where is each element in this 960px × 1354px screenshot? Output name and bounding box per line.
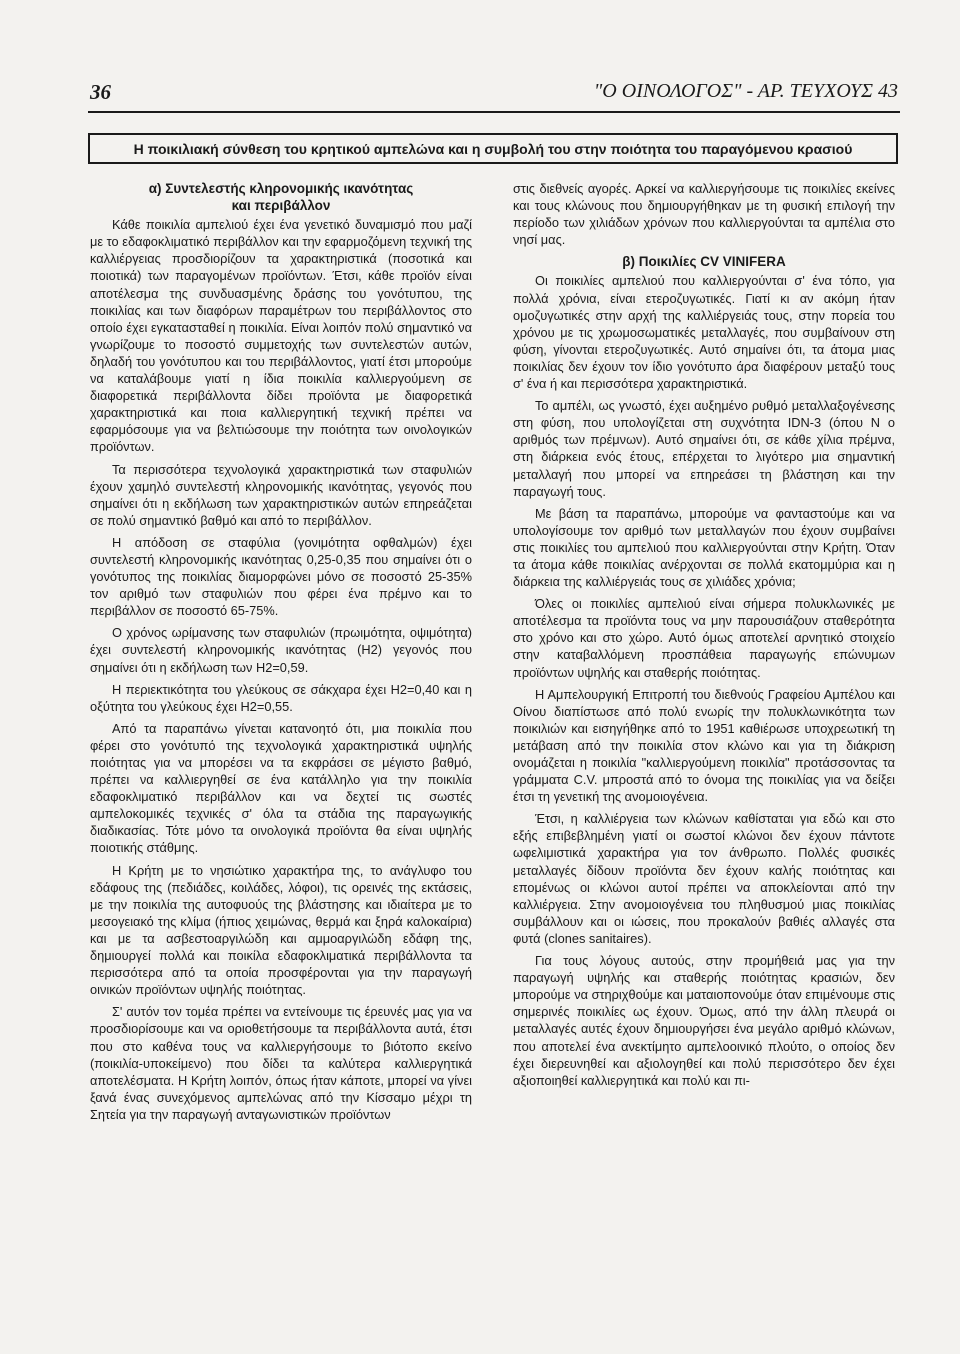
paragraph: Για τους λόγους αυτούς, στην προμήθειά μας για την παραγωγή υψηλής και σταθερής ποιότητας κρασιών, δεν μπορούμε να στηριχθούμε και ματαιοπονούμε όταν επιμένουμε στις σημερινές ποικιλίες ως έχουν. Όμως, από την άλλη πλευρά οι μεταλλαγές αυτές έχουν δημιουργήσει ένα μεγάλο αριθμό κλώνων, που αποτελεί ένα ανεκτίμητο αμπελοοινικό πλούτο, ο οποίος δεν έχει διερευνηθεί και αξιολογηθεί και πολύ περισσότερο δεν έχει αξιοποιηθεί καλλιεργητικά και πολύ και πι- — [513, 953, 895, 1088]
paragraph: Σ' αυτόν τον τομέα πρέπει να εντείνουμε τις έρευνές μας για να προσδιορίσουμε και να οριοθετήσουμε τα περιβάλλοντα αυτά, έτσι που στο καθένα τους να καλλιεργήσουμε το βιότοπο εκείνο (ποικιλία-υποκείμενο) που δίδει τα καλύτερα καλλιεργητικά αποτελέσματα. Η Κρήτη λοιπόν, όπως ήταν κάποτε, μπορεί να γίνει ξανά ένας συνεχόμενος αμπελώνας από την Κίσσαμο μέχρι τη Σητεία για την παραγωγή ανταγωνιστικών προϊόντων — [90, 1004, 472, 1122]
article-title-banner — [88, 133, 898, 164]
section-a-heading-line2: και περιβάλλον — [231, 198, 331, 214]
paragraph: Η Αμπελουργική Επιτροπή του διεθνούς Γραφείου Αμπέλου και Οίνου διαπίστωσε από πολύ ενωρίς την πολυκλωνικότητα των ποικιλιών και εισηγήθηκε από το 1951 καθιέρωσε υποχρεωτική τη μετάβαση από την ποικιλία στον κλώνο και για τη διάκριση ονομάζεται η ποικιλία "καλλιεργούμενη ποικιλία" προτάσσοντας τα γράμματα C.V. μπροστά από το όνομα της ποικιλίας για να δείξει έτσι τη γενετική της ανομοιογένεια. — [513, 686, 895, 805]
section-a-heading — [90, 180, 472, 214]
paragraph: Ο χρόνος ωρίμανσης των σταφυλιών (πρωιμότητα, οψιμότητα) έχει συντελεστή κληρονομικής ικανότητας (Η2) γεγονός που σημαίνει ότι η εκδήλωση των H2=0,59. — [90, 625, 472, 675]
paragraph: Τα περισσότερα τεχνολογικά χαρακτηριστικά των σταφυλιών έχουν χαμηλό συντελεστή κληρονομικής ικανότητας, γεγονός που σημαίνει ότι η εκδήλωση των χαρακτηριστικών αυτών επηρεάζεται σε πολύ σημαντικό βαθμό και από το περιβάλλον. — [90, 461, 472, 528]
page-number: 36 — [90, 80, 111, 104]
paragraph: Από τα παραπάνω γίνεται κατανοητό ότι, μια ποικιλία που φέρει στο γονότυπό της τεχνολογικά χαρακτηριστικά υψηλής ποιότητας για να μπορέσει να τα εκφράσει σε μέγιστο βαθμό, πρέπει να καλλιεργηθεί σε ένα κατάλληλο για την ποικιλία εδαφοκλιματικό περιβάλλον και να δεχτεί τις σωστές αμπελοκομικές τεχνικές σ' όλα τα στάδια της παραγωγικής διαδικασίας. Τότε μόνο τα οινολογικά προϊόντα θα είναι υψηλής ποιοτικής στάθμης. — [90, 720, 472, 856]
paragraph: Όλες οι ποικιλίες αμπελιού είναι σήμερα πολυκλωνικές με αποτέλεσμα τα προϊόντα τους να μην παρουσιάζουν σταθερότητα στο χρόνο και στο χώρο. Αυτό όμως αποτελεί αρνητικό στοιχείο στην καταβαλλόμενη προσπάθεια παραγωγής επώνυμων προϊόντων υψηλής και σταθερής ποιότητας. — [513, 596, 895, 680]
paragraph: Η περιεκτικότητα του γλεύκους σε σάκχαρα έχει H2=0,40 και η οξύτητα του γλεύκους έχει H2=0,55. — [90, 681, 472, 714]
paragraph: Η Κρήτη με το νησιώτικο χαρακτήρα της, το ανάγλυφο του εδάφους της (πεδιάδες, κοιλάδες, λόφοι), τις ορεινές της εκτάσεις, με την ποικιλία της αυτοφυούς της βλάστησης και ιδιαίτερα με το μεσογειακό της κλίμα (ήπιος χειμώνας, θερμά και ξηρά καλοκαίρια) και με τα ασβεστοαργιλώδη και αμμοαργιλώδη εδάφη της, δημιουργεί πολλά και ποικίλα εδαφοκλιματικά περιβάλλοντα τα περισσότερα από τα οποία προσφέρονται για την παραγωγή οινικών προϊόντων υψηλής ποιότητας. — [90, 862, 472, 998]
left-column — [90, 180, 472, 1128]
header-rule — [88, 111, 900, 113]
right-column — [513, 180, 895, 1094]
running-header-title: "Ο ΟΙΝΟΛΟΓΟΣ" - ΑΡ. ΤΕΥΧΟΥΣ 43 — [593, 80, 898, 102]
paragraph: Με βάση τα παραπάνω, μπορούμε να φανταστούμε και να υπολογίσουμε τον αριθμό των μεταλλαγών που έχουν συμβαίνει στις ποικιλίες του αμπελιού που καλλιεργούνται στην Κρήτη. Όταν τα άτομα κάθε ποικιλίας ανέρχονται σε πολλά εκατομμύρια και η διάρκεια της καλλιέργειάς τους σε χιλιάδες χρόνια; — [513, 505, 895, 590]
article-title: Η ποικιλιακή σύνθεση του κρητικού αμπελώνα και η συμβολή του στην ποιότητα του παραγόμενου κρασιού — [133, 140, 853, 157]
paragraph: Κάθε ποικιλία αμπελιού έχει ένα γενετικό δυναμισμό που μαζί με το εδαφοκλιματικό περιβάλλον και την εφαρμοζόμενη τεχνική της καλλιέργειας προσδιορίζουν τα χαρακτηριστικά (ποσοτικά και ποιοτικά) των παραγομένων προϊόντων. Έτσι, κάθε προϊόν είναι αποτέλεσμα της συνδυασμένης δράσης του γονότυπου, της ποικιλίας και των διαφόρων παραμέτρων του περιβάλλοντος στο οποίο έχει εγκατασταθεί η ποικιλία. Είναι λοιπόν πολύ σημαντικό να γνωρίζουμε το ποσοστό συμμετοχής των συντελεστών αυτών, δηλαδή του γονότυπου και του περιβάλλοντος, γιατί έτσι μπορούμε να καταλάβουμε γιατί η ίδια ποικιλία καλλιεργούμενη σε διαφορετικά περιβάλλοντα δίδει προϊόντα με διαφορετικά χαρακτηριστικά και ποια καλλιεργητική τεχνική πρέπει να εφαρμόσουμε για να βελτιώσουμε την ποιότητα των οινολογικών προϊόντων. — [90, 217, 472, 455]
paragraph: Το αμπέλι, ως γνωστό, έχει αυξημένο ρυθμό μεταλλαξογένεσης στη φύση, που υπολογίζεται στη συχνότητα IDN-3 (όπου N ο αριθμός των πρέμνων). Αυτό σημαίνει ότι, σε κάθε χίλια πρέμνα, στη διάρκεια ενός έτους, επέρχεται το λιγότερο μια σημαντική μεταλλαγή που μπορεί να επηρεάσει τη βλάστηση και την παραγωγή τους. — [513, 398, 895, 499]
section-b-heading: β) Ποικιλίες CV VINIFERA — [622, 254, 786, 270]
paragraph: Η απόδοση σε σταφύλια (γονιμότητα οφθαλμών) έχει συντελεστή κληρονομικής ικανότητας 0,25-0,35 που σημαίνει ότι ο γονότυπος της ποικιλίας διαμορφώνει μόνο σε ποσοστό 25-35% τον αριθμό των σταφυλιών που φέρει ένα πρέμνο και το περιβάλλον σε ποσοστό 65-75%. — [90, 534, 472, 619]
paragraph: Έτσι, η καλλιέργεια των κλώνων καθίσταται για εδώ και στο εξής επιβεβλημένη γιατί οι σωστοί κλώνοι δεν έχουν πάντοτε ωφελιμιστικά χαρακτήρα για τον άνθρωπο. Πολλές φυσικές μεταλλαγές δίδουν προϊόντα δεν έχουν καλής ποιότητας και επομένως οι κλώνοι αυτοί πρέπει να αποκλείονται από την καλλιέργεια. Στην ανομοιογένεια του πληθυσμού μιας ποικιλίας συμβάλλουν και οι ιώσεις, που προκαλούν βαθιές αλλαγές στα φυτά (clones sanitaires). — [513, 811, 895, 946]
paragraph-continued: στις διεθνείς αγορές. Αρκεί να καλλιεργήσουμε τις ποικιλίες εκείνες και τους κλώνους που δημιουργήθηκαν με τη φυσική επιλογή την περίοδο των χιλιάδων χρόνων που καλλιεργούνται τα αμπέλια στο νησί μας. — [513, 181, 895, 248]
section-a-heading-line1: α) Συντελεστής κληρονομικής ικανότητας — [148, 181, 414, 196]
paragraph: Οι ποικιλίες αμπελιού που καλλιεργούνται σ' ένα τόπο, για πολλά χρόνια, είναι ετεροζυγωτικές. Γιατί κι αν ακόμη ήταν ομοζυγωτικές στην αρχή της καλλιέργειάς τους, στην πορεία του χρόνου με τις χρωμοσωματικές μεταλλαγές, που συμβαίνουν στη φύση, γίνονται ετεροζυγωτικές. Αυτό σημαίνει ότι, τα άτομα μιας ποικιλίας δεν έχουν τον ίδιο γονότυπο άρα διαφέρουν μεταξύ τους σ' ένα ή και περισσότερα χαρακτηριστικά. — [513, 273, 895, 392]
